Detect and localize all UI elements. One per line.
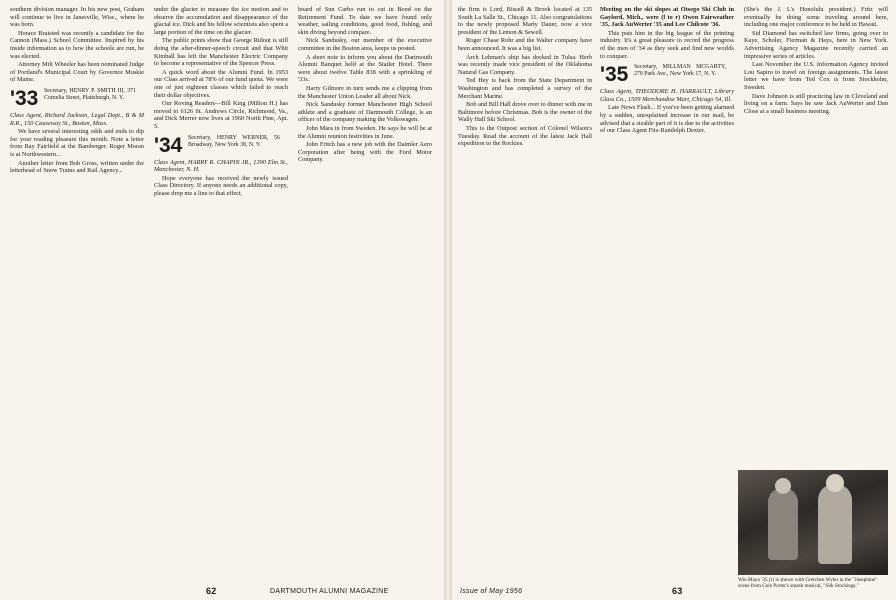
paragraph: Arch Lehman's ship has docked in Tulsa. Herb was recently made vice president of the Oklahoma Natural Gas Company. — [458, 53, 592, 76]
right-column-2 — [600, 6, 734, 136]
paragraph: under the glacier to measure the ice motion and to observe the accumulation and disappearance of the glacial ice. Dick and his fellow scientists also spent a large portion of the time on the glacier. — [154, 6, 288, 36]
paragraph: Bob and Bill Hall drove over to dinner with me in Baltimore before Christmas. Bob is the owner of the Wally Hall Ski School. — [458, 101, 592, 124]
class-secretary: Secretary, HENRY P. SMITH III, 371 Cornelia Street, Plattsburgh, N. Y. — [43, 87, 136, 101]
class-year: '35 — [600, 63, 629, 87]
paragraph: Attorney Milt Wheeler has been nominated Judge of Portland's Municipal Court by Governor Muskie of Maine. — [10, 61, 144, 84]
issue-label: Issue of May 1956 — [460, 588, 523, 595]
photo-caption-ski: Meeting on the ski slopes at Otsego Ski Club in Gaylord, Mich., were (l to r) Owen Fairweather '35, Jack AuWerter '35 and Lee Chilcote '36. — [600, 6, 734, 29]
right-column-1 — [458, 6, 592, 149]
page-number: 62 — [206, 586, 217, 596]
paragraph: Ted Hey is back from the State Department in Washington and has completed a survey of the Merchant Marine. — [458, 77, 592, 100]
photo-caption: Win Mayo '35 (r) is shown with Gretchen Wyler in the "Josephine" scene from Cole Porter's smash musical, "Silk Stockings." — [738, 577, 878, 589]
left-column-1 — [10, 6, 144, 176]
left-column-3 — [298, 6, 432, 165]
left-column-2 — [154, 6, 288, 198]
right-column-3 — [744, 6, 888, 116]
gutter — [444, 0, 452, 600]
paragraph: John Fritch has a new job with the Daimler Aero Corporation after being with the Ford Motor Company. — [298, 141, 432, 164]
paragraph: Last November the U.S. Information Agency invited Lou Sapiro to travel on foreign assignments. The latest letter we have from Ted Cox is from Stockholm, Sweden. — [744, 61, 888, 91]
class-section-header — [600, 64, 734, 86]
class-year: '34 — [154, 133, 183, 157]
footer-title: DARTMOUTH ALUMNI MAGAZINE — [270, 588, 389, 595]
paragraph: Our Roving Readers—Bill King (Milton H.) has moved to 6126 St. Andrews Circle, Richmond, Va., and Dick Merrer now lives at 1960 North Pine, Apt. 5. — [154, 100, 288, 130]
paragraph: Another letter from Bob Gross, written under the letterhead of Snow Trains and Rail Agency... — [10, 159, 144, 175]
paragraph: A quick word about the Alumni Fund. In 1953 our Class arrived at 78% of our fund quota. We were one of just eighteen classes which failed to reach their dollar objectives. — [154, 68, 288, 99]
paragraph: (She's the J. L's Honolulu president.) Fritz will eventually be doing some traveling around here, including one major conference to be held in Hawaii. — [744, 6, 888, 29]
paragraph: Late News Flash... If you've been getting alarmed by a sudden, unexplained increase in our mail, be advised that a sizable part of it is due to the activities of our Class Agent Fitz-Randolph Dexter. — [600, 104, 734, 135]
paragraph: Roger Chase Rohr and the Walter company have been announced. It was a big list. — [458, 37, 592, 52]
paragraph: Nick Sandusky former Manchester High School athlete and a graduate of Dartmouth College, is an officer of the company making the Volkswagen. — [298, 101, 432, 124]
paragraph: John Mara in from Sweden. He says he will be at the Alumni reunion festivities in June. — [298, 124, 432, 140]
class-agent: Class Agent, THEODORE H. HARRAULT, Library Glass Co., 1509 Merchandise Mart, Chicago 54, Ill. — [600, 88, 734, 103]
paragraph: Sid Diamond has switched law firms, going over to Kaye, Scholer, Fierman & Hays, here in New York. Advertising Agency Magazine recently carried an impressive series of articles. — [744, 29, 888, 60]
paragraph: Dave Johnson is still practicing law in Cleveland and living on a farm. Says he saw Jack AuWerter and Dan Close at a small business meeting. — [744, 92, 888, 115]
class-section-header — [154, 135, 288, 157]
paragraph: We have several interesting odds and ends to dip for your reading pleasure this month. Note a letter from Ray Fairfield at the Bamberger. Roger Moran is at Northwestern... — [10, 128, 144, 158]
page-number: 63 — [672, 586, 683, 596]
class-year: '33 — [10, 86, 39, 110]
figure-right-head — [826, 474, 844, 492]
paragraph: Nick Sandusky, our member of the executive committee in the Boston area, keeps us posted. — [298, 37, 432, 52]
paragraph: Hope everyone has received the newly issued Class Directory. If anyone needs an additional copy, please drop me a line to that effect. — [154, 174, 288, 197]
paragraph: southern division manager. In his new post, Graham will continue to live in Janesville, Wisc., where he was born. — [10, 6, 144, 29]
paragraph: This is the Outpost section of Colonel Wilson's Tuesday. Read the account of the latest Jack Hall expedition to the Rockies. — [458, 124, 592, 148]
paragraph: A short note to inform you about the Dartmouth Alumni Banquet held at the Statler Hotel. There were about twelve Table 838 with a sprinkling of '33s. — [298, 53, 432, 84]
paragraph: the firm is Lord, Bissell & Brook located at 135 South La Salle St., Chicago 11. Also congratulations to the newly proposed Marty Dauer, now a vice president of the Lemon & Sewell. — [458, 6, 592, 36]
win-mayo-photo — [738, 470, 888, 575]
paragraph: Horace Braisted was recently a candidate for the Cannon (Mass.) School Committee. Inspired by his inside information as to how the schools are run, he was elected. — [10, 29, 144, 60]
class-secretary: Secretary, MILLMAN MCGARTY, 270 Park Ave., New York 17, N. Y. — [633, 64, 726, 78]
class-agent: Class Agent, Richard Jackson, Legal Dept., B & M R.R., 150 Causeway St., Boston, Mass. — [10, 111, 144, 127]
right-page — [452, 0, 896, 600]
figure-left — [768, 488, 798, 560]
figure-right — [818, 484, 852, 564]
class-secretary: Secretary, HENRY WERNER, 56 Broadway, New York 38, N. Y. — [187, 134, 280, 148]
left-page — [0, 0, 444, 600]
class-agent: Class Agent, HARRY R. CHAPIN JR., 1390 Elm St., Manchester, N. H. — [154, 158, 288, 174]
paragraph: The public prints show that George Ridout is still doing the after-dinner-speech circuit and that Whit Kimball has left the Manchester Electric Company to become a representative of the Spencer Press. — [154, 37, 288, 68]
class-section-header — [10, 88, 144, 110]
figure-left-head — [775, 478, 791, 494]
paragraph: Harry Gilmore in turn sends me a clipping from the Manchester Union Leader all about Nick. — [298, 84, 432, 100]
paragraph: board of Sun Carbo run to cut in Bond on the Retirement Fund. To date we have found only weather, sailing conditions, good food, fishing, and skin diving beyond compare. — [298, 6, 432, 36]
paragraph: This puts him in the big league of the printing industry. It's a great pleasure to record the progress of the men of '34 as they seek and find new worlds to conquer. — [600, 29, 734, 60]
